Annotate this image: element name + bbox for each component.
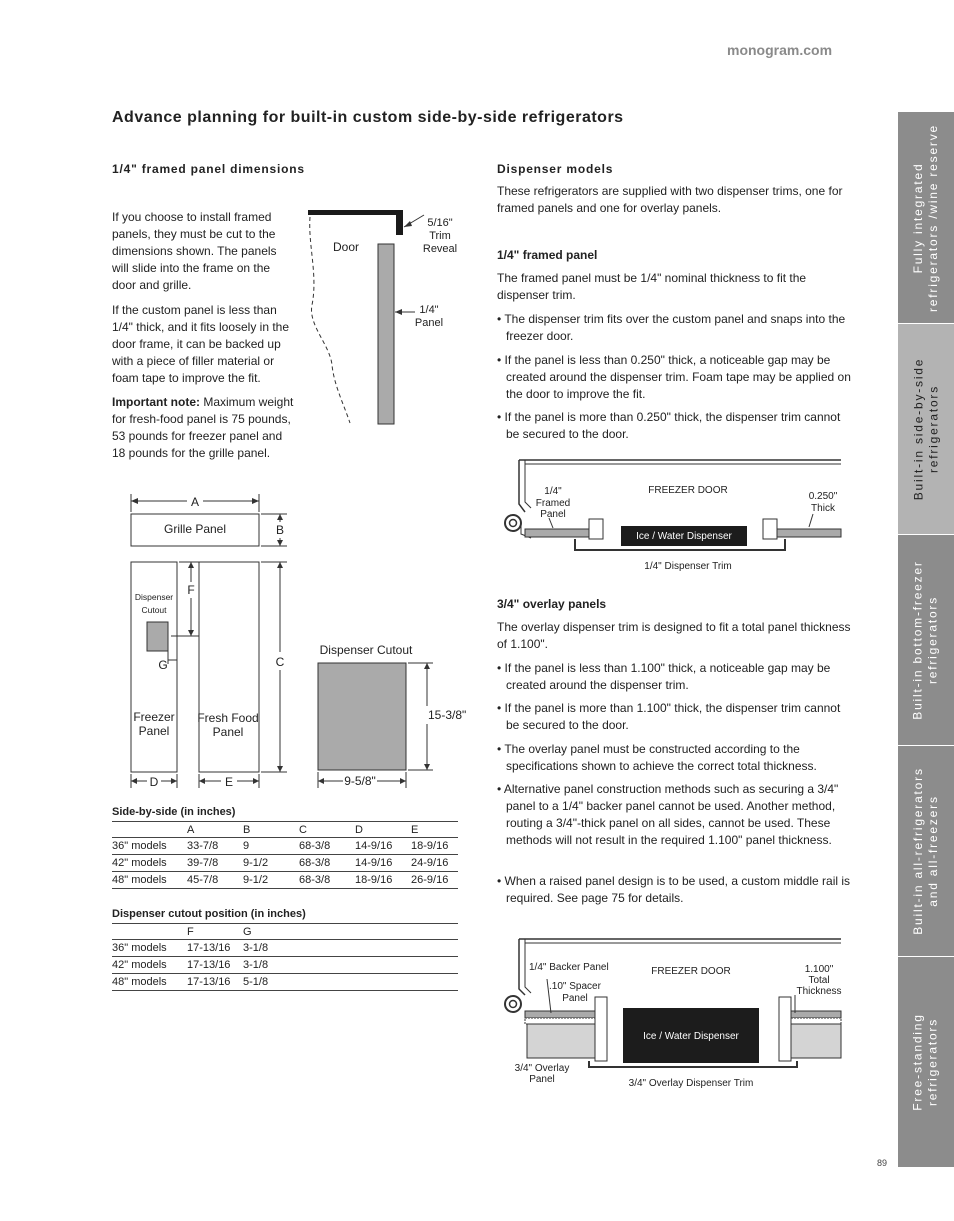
framed-panel-heading: 1/4" framed panel dimensions [112, 162, 305, 176]
trim-reveal-line3: Reveal [422, 243, 458, 255]
table-cell: 68-3/8 [299, 838, 355, 855]
tab-label: Fully integrated refrigerators /wine reserve [911, 123, 941, 312]
dim-e-label: E [224, 775, 234, 789]
cutout-height-label: 15-3/8" [428, 708, 467, 722]
dim-b-label: B [275, 523, 285, 537]
cutout-label-line2: Cutout [141, 605, 167, 615]
dispenser-label: Ice / Water Dispenser [636, 531, 732, 542]
tab-label: Built-in side-by-side refrigerators [911, 357, 941, 501]
table-cell: 68-3/8 [299, 872, 355, 889]
table-cell: 18-9/16 [355, 872, 411, 889]
cutout-position-table-title: Dispenser cutout position (in inches) [112, 908, 306, 920]
framed-panel-diagram [495, 452, 845, 577]
filler-paragraph: If the custom panel is less than 1/4" thick, and it fits loosely in the door frame, it can be backed up with a piece of filler material or foam tape to improve the fit. [112, 303, 290, 385]
tab-built-in-bottom-freezer[interactable] [898, 535, 954, 745]
framed-panel-label-line2: Framed [535, 498, 571, 509]
framed-bullet: • If the panel is less than 0.250" thick, a noticeable gap may be created around the dispenser trim. Foam tape may be applied on the door to improve the fit. [497, 353, 851, 401]
tab-label: Free-standing refrigerators [911, 1013, 941, 1111]
table-cell: 17-13/16 [187, 974, 243, 991]
total-label-line2: Total [808, 975, 830, 986]
table-header-cell: G [243, 924, 458, 940]
table-cell: 9 [243, 838, 299, 855]
tab-label: Built-in all-refrigerators and all-freezers [911, 767, 941, 935]
overlay-panels-subheading: 3/4" overlay panels [497, 597, 607, 611]
table-cell: 68-3/8 [299, 855, 355, 872]
table-cell: 33-7/8 [187, 838, 243, 855]
dispenser-intro: These refrigerators are supplied with two dispenser trims, one for framed panels and one for overlay panels. [497, 184, 843, 215]
table-header-cell: F [187, 924, 243, 940]
fresh-food-label-line1: Fresh Food [197, 711, 259, 725]
table-cell: 17-13/16 [187, 940, 243, 957]
table-cell: 9-1/2 [243, 872, 299, 889]
spacer-label-line1: .10" Spacer [549, 981, 601, 992]
framed-panel-label-line1: 1/4" [544, 486, 562, 497]
overlay-bullet: • If the panel is more than 1.100" thick, the dispenser trim cannot be secured to the door. [497, 701, 841, 732]
cutout-position-table [112, 923, 458, 991]
overlay-bullet: • The overlay panel must be constructed according to the specifications shown to achieve the correct total thickness. [497, 742, 817, 773]
dispenser-models-heading: Dispenser models [497, 162, 614, 176]
framed-panel-label-line3: Panel [540, 509, 566, 520]
thick-label-line1: 0.250" [808, 491, 838, 502]
overlay-bullet: • Alternative panel construction methods such as securing a 3/4" panel to a 1/4" backer panel cannot be used. Another method, routing a 3/4"-thick panel on all sides, cannot be used. These methods will not result in the required 1.100" panel thickness. [497, 782, 839, 847]
table-row [112, 974, 458, 991]
dim-d-label: D [149, 775, 159, 789]
table-cell: 3-1/8 [243, 940, 458, 957]
tab-built-in-side-by-side[interactable] [898, 324, 954, 534]
table-row [112, 940, 458, 957]
note-text: Maximum weight for fresh-food panel is 75 pounds, 53 pounds for freezer panel and 18 pounds for the grille panel. [112, 395, 294, 460]
framed-bullet: • The dispenser trim fits over the custom panel and snaps into the freezer door. [497, 312, 846, 343]
overlay-panel-label-line2: Panel [529, 1074, 555, 1085]
fresh-food-label-line2: Panel [212, 725, 244, 739]
backer-panel-label: 1/4" Backer Panel [529, 962, 609, 973]
table-row [112, 855, 458, 872]
table-cell: 42" models [112, 957, 187, 974]
table-header-cell: E [411, 822, 458, 838]
dispenser-cutout-label: Dispenser Cutout [319, 643, 413, 657]
overlay-bullet: • If the panel is less than 1.100" thick, a noticeable gap may be created around the dispenser trim. [497, 661, 831, 692]
table-cell: 45-7/8 [187, 872, 243, 889]
page-number: 89 [877, 1158, 888, 1168]
table-cell: 17-13/16 [187, 957, 243, 974]
table-header-cell: A [187, 822, 243, 838]
table-row [112, 838, 458, 855]
table-cell: 9-1/2 [243, 855, 299, 872]
table-cell: 36" models [112, 940, 187, 957]
table-header-row [112, 822, 458, 838]
overlay-trim-label: 3/4" Overlay Dispenser Trim [628, 1078, 754, 1089]
tab-built-in-all-refrigerators[interactable] [898, 746, 954, 956]
table-cell: 3-1/8 [243, 957, 458, 974]
table-cell: 5-1/8 [243, 974, 458, 991]
overlay-panel-diagram [495, 935, 845, 1095]
important-note [112, 394, 296, 462]
table-row [112, 957, 458, 974]
dim-a-label: A [190, 495, 200, 509]
tab-free-standing[interactable] [898, 957, 954, 1167]
table-row [112, 872, 458, 889]
table-cell: 14-9/16 [355, 838, 411, 855]
table-header-cell: D [355, 822, 411, 838]
table-header-cell [112, 924, 187, 940]
note-label: Important note: [112, 395, 200, 409]
table-header-cell: C [299, 822, 355, 838]
door-label: Door [333, 240, 360, 254]
total-label-line3: Thickness [796, 986, 842, 997]
dim-g-label: G [158, 658, 168, 672]
framed-panel-paragraph: The framed panel must be 1/4" nominal thickness to fit the dispenser trim. [497, 271, 807, 302]
trim-reveal-line1: 5/16" [427, 217, 453, 229]
dim-c-label: C [275, 655, 285, 669]
overlay-dispenser-label: Ice / Water Dispenser [643, 1031, 739, 1042]
framed-panel-subheading: 1/4" framed panel [497, 248, 598, 262]
overlay-paragraph: The overlay dispenser trim is designed to fit a total panel thickness of 1.100". [497, 620, 851, 651]
freezer-label-line2: Panel [138, 724, 170, 738]
panel-dimensions-diagram [105, 488, 465, 798]
table-cell: 18-9/16 [411, 838, 458, 855]
page-title: Advance planning for built-in custom side-by-side refrigerators [112, 109, 624, 126]
freezer-door-label: FREEZER DOOR [648, 485, 728, 496]
trim-reveal-line2: Trim [429, 230, 451, 242]
table-cell: 36" models [112, 838, 187, 855]
table-header-cell: B [243, 822, 299, 838]
cutout-width-label: 9-5/8" [344, 774, 376, 788]
table-cell: 39-7/8 [187, 855, 243, 872]
thick-label-line2: Thick [811, 503, 835, 514]
overlay-panel-label-line1: 3/4" Overlay [514, 1063, 570, 1074]
table-cell: 24-9/16 [411, 855, 458, 872]
table-header-cell [112, 822, 187, 838]
side-by-side-table-title: Side-by-side (in inches) [112, 806, 236, 818]
dispenser-trim-label: 1/4" Dispenser Trim [644, 561, 732, 572]
door-section-diagram [300, 205, 470, 430]
table-cell: 48" models [112, 872, 187, 889]
panel-label-line1: 1/4" [419, 304, 439, 316]
tab-fully-integrated[interactable] [898, 112, 954, 323]
grille-panel-label: Grille Panel [163, 522, 227, 536]
freezer-label-line1: Freezer [133, 710, 175, 724]
intro-paragraph: If you choose to install framed panels, they must be cut to the dimensions shown. The panels will slide into the frame on the door and grille. [112, 210, 277, 292]
total-label-line1: 1.100" [804, 964, 834, 975]
spacer-label-line2: Panel [562, 993, 588, 1004]
table-cell: 42" models [112, 855, 187, 872]
side-by-side-table [112, 821, 458, 889]
table-cell: 26-9/16 [411, 872, 458, 889]
table-header-row [112, 924, 458, 940]
site-url[interactable]: monogram.com [727, 42, 833, 58]
framed-bullet: • If the panel is more than 0.250" thick, the dispenser trim cannot be secured to the door. [497, 410, 841, 441]
overlay-freezer-door-label: FREEZER DOOR [651, 966, 731, 977]
tab-label: Built-in bottom-freezer refrigerators [911, 560, 941, 720]
overlay-bullet: • When a raised panel design is to be used, a custom middle rail is required. See page 75 for details. [497, 874, 851, 905]
panel-label-line2: Panel [414, 317, 444, 329]
table-cell: 48" models [112, 974, 187, 991]
table-cell: 14-9/16 [355, 855, 411, 872]
dim-f-label: F [187, 583, 195, 597]
cutout-label-line1: Dispenser [134, 592, 174, 602]
